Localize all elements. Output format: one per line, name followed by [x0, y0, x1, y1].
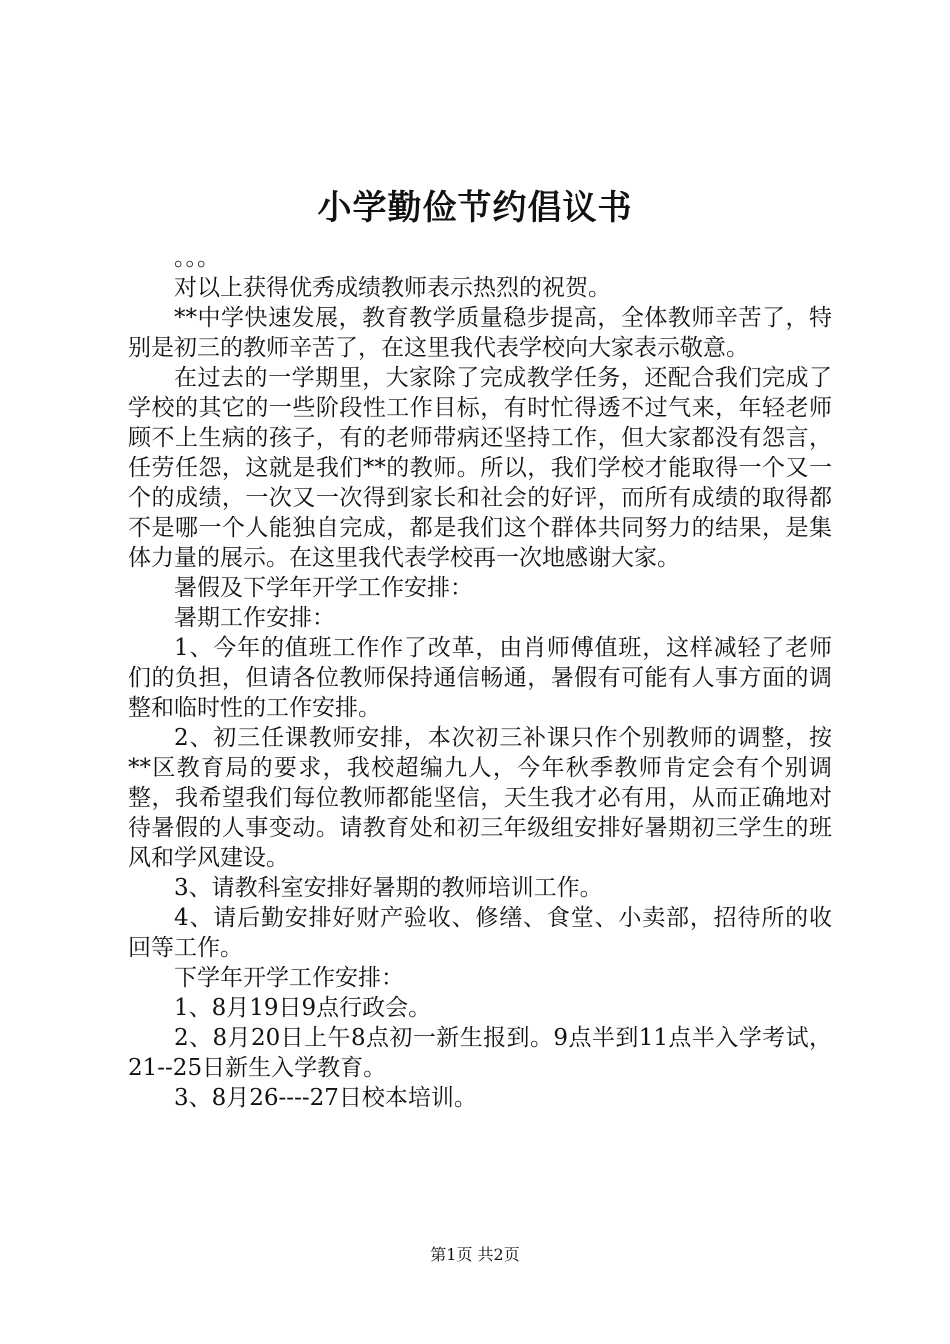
- section-heading: 暑期工作安排：: [174, 605, 335, 631]
- list-item: 3、请教科室安排好暑期的教师培训工作。: [174, 875, 603, 901]
- document-body: [128, 243, 832, 1113]
- paragraph: 。。。: [174, 245, 220, 271]
- section-heading: 下学年开学工作安排：: [174, 965, 404, 991]
- list-item: 2、8月20日上午8点初一新生报到。9点半到11点半入学考试，21--25日新生入学教育。: [128, 1025, 832, 1081]
- list-item: 4、请后勤安排好财产验收、修缮、食堂、小卖部，招待所的收回等工作。: [128, 905, 832, 961]
- list-item: 1、今年的值班工作作了改革，由肖师傅值班，这样减轻了老师们的负担，但请各位教师保持通信畅通，暑假有可能有人事方面的调整和临时性的工作安排。: [128, 635, 832, 721]
- section-heading: 暑假及下学年开学工作安排：: [174, 575, 473, 601]
- list-item: 1、8月19日9点行政会。: [174, 995, 432, 1021]
- paragraph: 对以上获得优秀成绩教师表示热烈的祝贺。: [174, 275, 611, 301]
- paragraph: **中学快速发展，教育教学质量稳步提高，全体教师辛苦了，特别是初三的教师辛苦了，在这里我代表学校向大家表示敬意。: [128, 305, 832, 361]
- paragraph: 在过去的一学期里，大家除了完成教学任务，还配合我们完成了学校的其它的一些阶段性工作目标，有时忙得透不过气来，年轻老师顾不上生病的孩子，有的老师带病还坚持工作，但大家都没有怨言，任劳任怨，这就是我们**的教师。所以，我们学校才能取得一个又一个的成绩，一次又一次得到家长和社会的好评，而所有成绩的取得都不是哪一个人能独自完成，都是我们这个群体共同努力的结果，是集体力量的展示。在这里我代表学校再一次地感谢大家。: [128, 365, 832, 571]
- list-item: 2、初三任课教师安排，本次初三补课只作个别教师的调整，按**区教育局的要求，我校超编九人，今年秋季教师肯定会有个别调整，我希望我们每位教师都能坚信，天生我才必有用，从而正确地对待暑假的人事变动。请教育处和初三年级组安排好暑期初三学生的班风和学风建设。: [128, 725, 832, 871]
- document-title: 小学勤俭节约倡议书: [317, 188, 633, 228]
- page-footer: 第1页 共2页: [430, 1245, 520, 1264]
- list-item: 3、8月26----27日校本培训。: [174, 1085, 477, 1111]
